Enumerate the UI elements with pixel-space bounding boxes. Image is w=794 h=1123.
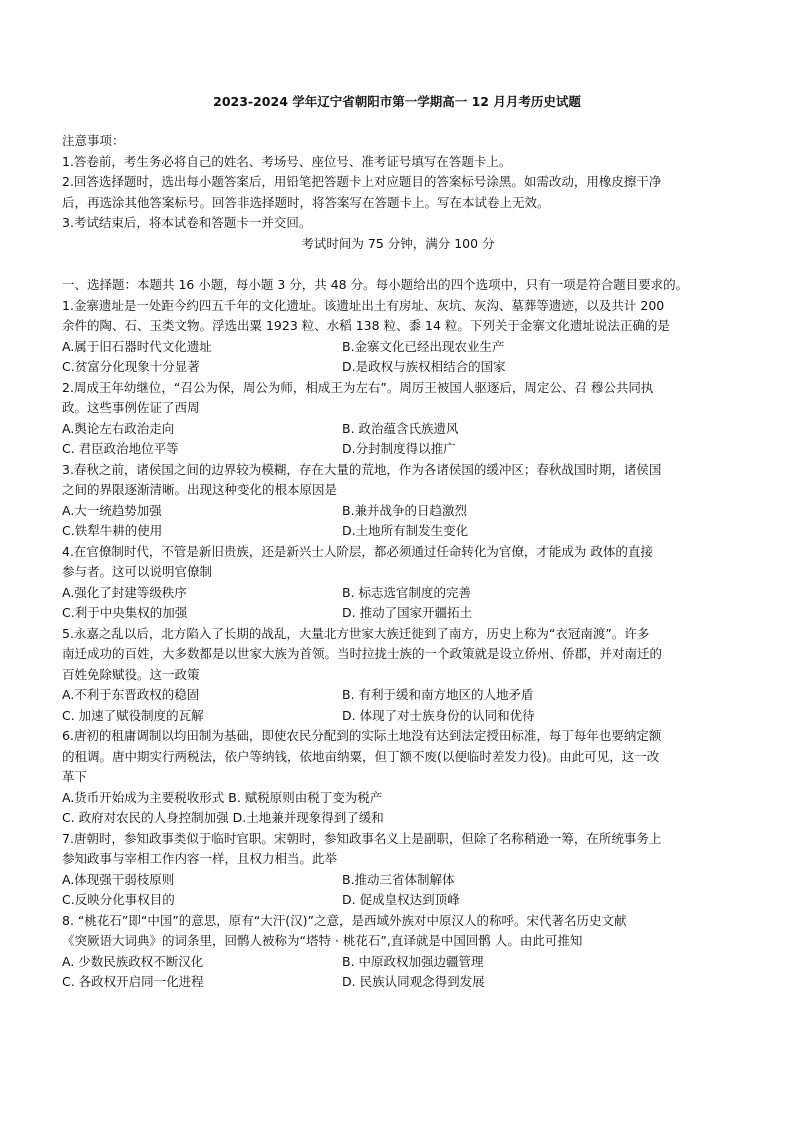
option-b: B. 标志选官制度的完善 [342,584,472,600]
notice-heading: 注意事项： [62,133,125,148]
question-stem-line: 参与者。这可以说明官僚制 [62,564,213,579]
option-c: C. 加速了赋役制度的瓦解 [62,707,204,723]
notice-item: 1.答卷前，考生务必将自己的姓名、考场号、座位号、准考证号填写在答题卡上。 [62,153,512,169]
option-b: B.推动三省体制解体 [342,871,455,887]
page-title: 2023-2024 学年辽宁省朝阳市第一学期高一 12 月月考历史试题 [213,94,581,109]
option-a: A.不利于东晋政权的稳固 [62,687,200,702]
option-line: C. 政府对农民的人身控制加强 D.土地兼并现象得到了缓和 [62,810,384,825]
option-a: A.大一统趋势加强 [62,502,162,518]
question-stem-line: 南迁成功的百姓，大多数都是以世家大族为首领。当时拉拢士族的一个政策就是设立侨州、侨郡，并对南迁的 [62,646,663,661]
question-stem-line: 7.唐朝时，参知政事类似于临时官职。宋朝时，参知政事名义上是副职，但除了名称稍逊一筹，在所统事务上 [62,830,662,846]
option-b: B. 政治蕴含氏族遗风 [342,420,459,436]
questions-section [62,275,734,993]
option-b: B. 有利于缓和南方地区的人地矛盾 [342,687,534,702]
option-d: D. 推动了国家开疆拓土 [342,605,473,620]
question-stem-line: 3.春秋之前，诸侯国之间的边界较为模糊，存在大量的荒地，作为各诸侯国的缓冲区；春秋战国时期，诸侯国 [62,461,662,477]
option-b: B.兼并战争的日趋激烈 [342,502,468,518]
question-stem-line: 之间的界限逐渐清晰。出现这种变化的根本原因是 [62,482,338,497]
option-c: C. 各政权开启同一化进程 [62,974,204,989]
question-stem-line: 百姓免除赋役。这一政策 [62,666,200,682]
option-d: D. 体现了对士族身份的认同和优待 [342,707,535,723]
notice-item: 3.考试结束后，将本试卷和答题卡一并交回。 [62,215,312,230]
option-b: B.金寨文化已经出现农业生产 [342,338,505,354]
question-2 [62,378,734,460]
question-stem-line: 2.周成王年幼继位，“召公为保，周公为师，相成王为左右”。周厉王被国人驱逐后，周定公、召 穆公共同执 [62,379,654,395]
option-b: B. 中原政权加强边疆管理 [342,953,484,969]
question-stem-line: 6.唐初的租庸调制以均田制为基础，即使农民分配到的实际土地没有达到法定授田标准，每丁每年也要纳定额 [62,728,662,743]
option-a: A. 少数民族政权不断汉化 [62,953,204,969]
exam-time-info: 考试时间为 75 分钟，满分 100 分 [301,235,495,251]
option-c: C.反映分化事权目的 [62,892,175,907]
question-stem-line: 8. “桃花石”即“中国”的意思，原有“大汗(汉)”之意，是西域外族对中原汉人的称呼。宋代著名历史文献 [62,912,627,928]
option-c: C.贫富分化现象十分显著 [62,359,200,374]
question-stem-line: 的租调。唐中期实行两税法，依户等纳钱，依地亩纳粟，但丁额不废(以便临时差发力役)。由此可见，这一改 [62,748,660,764]
question-stem-line: 余件的陶、石、玉类文物。浮选出粟 1923 粒、水稻 138 粒、黍 14 粒。下列关于金寨文化遗址说法正确的是 [62,318,670,333]
option-d: D.是政权与族权相结合的国家 [342,359,506,374]
option-a: A.体现强干弱枝原则 [62,871,175,887]
question-4 [62,542,734,624]
option-d: D. 促成皇权达到顶峰 [342,892,460,907]
notice-section [62,131,734,254]
option-c: C. 君臣政治地位平等 [62,441,179,456]
question-stem-line: 革下 [62,769,88,784]
option-a: A.强化了封建等级秩序 [62,584,187,600]
option-a: A.舆论左右政治走向 [62,420,175,436]
question-stem-line: 5.永嘉之乱以后，北方陷入了长期的战乱，大量北方世家大族迁徙到了南方，历史上称为“衣冠南渡”。许多 [62,625,650,641]
option-d: D.土地所有制发生变化 [342,523,469,538]
question-stem-line: 政。这些事例佐证了西周 [62,400,200,415]
option-d: D.分封制度得以推广 [342,441,456,456]
option-c: C.利于中央集权的加强 [62,605,188,620]
notice-item: 2.回答选择题时，选出每小题答案后，用铅笔把答题卡上对应题目的答案标号涂黑。如需改动，用橡皮擦干净 [62,174,662,189]
question-stem-line: 《突厥语大词典》的词条里，回鹘人被称为“塔特 · 桃花石”,直译就是中国回鹘 人。由此可推知 [62,933,583,948]
option-a: A.属于旧石器时代文化遗址 [62,338,212,354]
option-d: D. 民族认同观念得到发展 [342,974,485,989]
question-1 [62,296,734,378]
question-6 [62,726,734,829]
question-stem-line: 4.在官僚制时代，不管是新旧贵族，还是新兴士人阶层，都必须通过任命转化为官僚，才能成为 政体的直接 [62,543,653,559]
option-c: C.铁犁牛耕的使用 [62,523,163,538]
notice-item: 后，再选涂其他答案标号。回答非选择题时，将答案写在答题卡上。写在本试卷上无效。 [62,194,550,210]
question-3 [62,460,734,542]
question-8 [62,911,734,993]
question-stem-line: 1.金寨遗址是一处距今约四五千年的文化遗址。该遗址出土有房址、灰坑、灰沟、墓葬等遗迹，以及共计 200 [62,297,665,313]
section-heading: 一、选择题：本题共 16 小题，每小题 3 分，共 48 分。每小题给出的四个选项中，只有一项是符合题目要求的。 [62,277,689,292]
question-7 [62,829,734,911]
question-stem-line: 参知政事与宰相工作内容一样，且权力相当。此举 [62,851,338,866]
question-5 [62,624,734,727]
option-line: A.货币开始成为主要税收形式 B. 赋税原则由税丁变为税产 [62,789,383,805]
